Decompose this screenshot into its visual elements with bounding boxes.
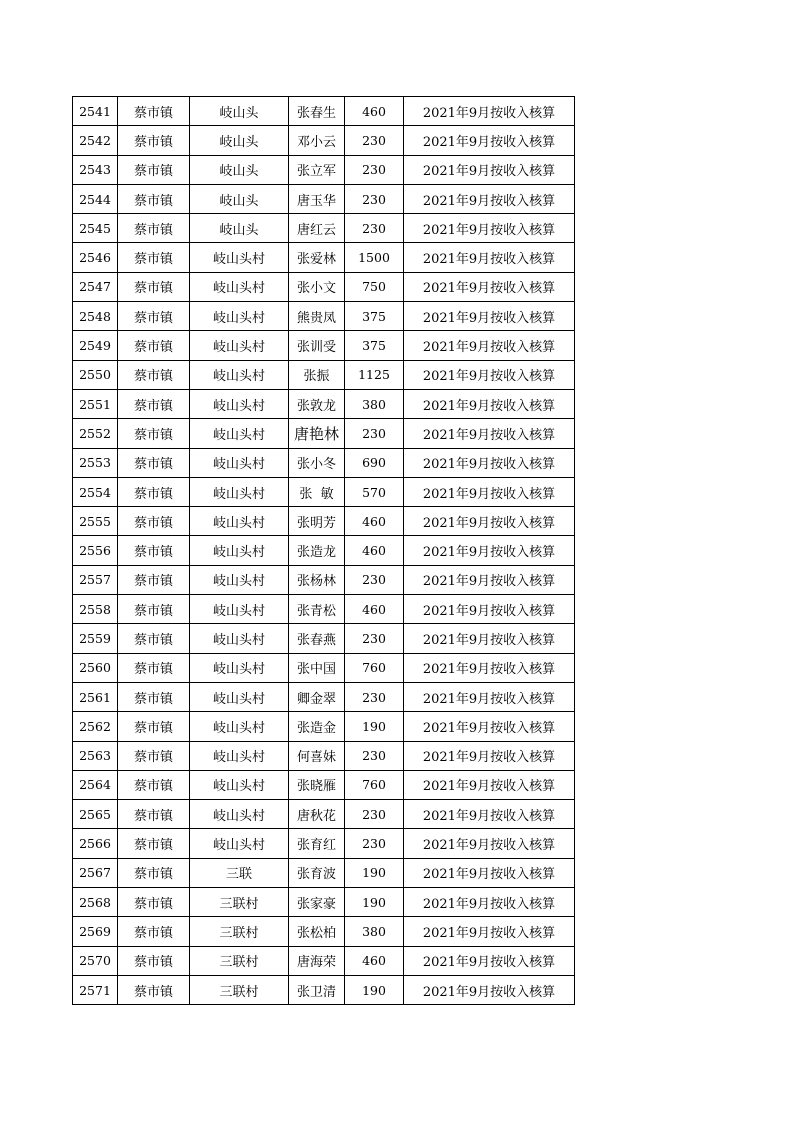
note-cell: 2021年9月按收入核算	[404, 858, 575, 887]
village-cell: 岐山头村	[190, 243, 289, 272]
note-cell: 2021年9月按收入核算	[404, 946, 575, 975]
table-row	[73, 946, 575, 975]
person-name-cell: 张育波	[289, 858, 345, 887]
village-cell: 岐山头村	[190, 770, 289, 799]
village-cell: 岐山头	[190, 214, 289, 243]
amount-cell: 1125	[345, 360, 404, 389]
amount-cell: 190	[345, 712, 404, 741]
person-name-cell: 张春生	[289, 97, 345, 126]
note-cell: 2021年9月按收入核算	[404, 184, 575, 213]
town-cell: 蔡市镇	[118, 946, 190, 975]
table-row	[73, 272, 575, 301]
amount-cell: 190	[345, 975, 404, 1004]
person-name-cell: 张明芳	[289, 507, 345, 536]
town-cell: 蔡市镇	[118, 477, 190, 506]
table-row	[73, 975, 575, 1004]
amount-cell: 230	[345, 682, 404, 711]
row-number-cell: 2546	[73, 243, 118, 272]
table-row	[73, 565, 575, 594]
village-cell: 岐山头	[190, 184, 289, 213]
table-row	[73, 126, 575, 155]
row-number-cell: 2562	[73, 712, 118, 741]
town-cell: 蔡市镇	[118, 858, 190, 887]
village-cell: 岐山头村	[190, 536, 289, 565]
row-number-cell: 2571	[73, 975, 118, 1004]
town-cell: 蔡市镇	[118, 419, 190, 448]
amount-cell: 230	[345, 741, 404, 770]
note-cell: 2021年9月按收入核算	[404, 302, 575, 331]
town-cell: 蔡市镇	[118, 682, 190, 711]
amount-cell: 230	[345, 126, 404, 155]
table-row	[73, 624, 575, 653]
row-number-cell: 2545	[73, 214, 118, 243]
amount-cell: 230	[345, 565, 404, 594]
table-row	[73, 243, 575, 272]
table-row	[73, 653, 575, 682]
village-cell: 岐山头村	[190, 389, 289, 418]
amount-cell: 375	[345, 331, 404, 360]
amount-cell: 760	[345, 653, 404, 682]
note-cell: 2021年9月按收入核算	[404, 360, 575, 389]
person-name-cell: 张造金	[289, 712, 345, 741]
note-cell: 2021年9月按收入核算	[404, 741, 575, 770]
town-cell: 蔡市镇	[118, 448, 190, 477]
town-cell: 蔡市镇	[118, 888, 190, 917]
note-cell: 2021年9月按收入核算	[404, 507, 575, 536]
person-name-cell: 唐玉华	[289, 184, 345, 213]
town-cell: 蔡市镇	[118, 829, 190, 858]
village-cell: 三联	[190, 858, 289, 887]
person-name-cell: 唐秋花	[289, 800, 345, 829]
row-number-cell: 2563	[73, 741, 118, 770]
village-cell: 岐山头村	[190, 331, 289, 360]
person-name-cell: 张春燕	[289, 624, 345, 653]
village-cell: 岐山头村	[190, 565, 289, 594]
table-row	[73, 419, 575, 448]
town-cell: 蔡市镇	[118, 536, 190, 565]
row-number-cell: 2556	[73, 536, 118, 565]
village-cell: 岐山头村	[190, 653, 289, 682]
note-cell: 2021年9月按收入核算	[404, 595, 575, 624]
row-number-cell: 2570	[73, 946, 118, 975]
row-number-cell: 2554	[73, 477, 118, 506]
table-row	[73, 360, 575, 389]
village-cell: 岐山头村	[190, 800, 289, 829]
table-row	[73, 184, 575, 213]
village-cell: 岐山头村	[190, 507, 289, 536]
village-cell: 三联村	[190, 975, 289, 1004]
town-cell: 蔡市镇	[118, 712, 190, 741]
amount-cell: 375	[345, 302, 404, 331]
amount-cell: 230	[345, 829, 404, 858]
person-name-cell: 张造龙	[289, 536, 345, 565]
village-cell: 岐山头村	[190, 741, 289, 770]
row-number-cell: 2547	[73, 272, 118, 301]
row-number-cell: 2567	[73, 858, 118, 887]
note-cell: 2021年9月按收入核算	[404, 682, 575, 711]
note-cell: 2021年9月按收入核算	[404, 917, 575, 946]
note-cell: 2021年9月按收入核算	[404, 155, 575, 184]
table-row	[73, 595, 575, 624]
village-cell: 岐山头村	[190, 419, 289, 448]
village-cell: 岐山头村	[190, 477, 289, 506]
village-cell: 岐山头	[190, 155, 289, 184]
row-number-cell: 2566	[73, 829, 118, 858]
amount-cell: 380	[345, 917, 404, 946]
note-cell: 2021年9月按收入核算	[404, 389, 575, 418]
note-cell: 2021年9月按收入核算	[404, 97, 575, 126]
town-cell: 蔡市镇	[118, 595, 190, 624]
row-number-cell: 2548	[73, 302, 118, 331]
village-cell: 岐山头	[190, 126, 289, 155]
village-cell: 岐山头村	[190, 624, 289, 653]
table-row	[73, 302, 575, 331]
note-cell: 2021年9月按收入核算	[404, 565, 575, 594]
note-cell: 2021年9月按收入核算	[404, 624, 575, 653]
town-cell: 蔡市镇	[118, 360, 190, 389]
village-cell: 岐山头村	[190, 829, 289, 858]
amount-cell: 1500	[345, 243, 404, 272]
row-number-cell: 2564	[73, 770, 118, 799]
note-cell: 2021年9月按收入核算	[404, 214, 575, 243]
amount-cell: 460	[345, 536, 404, 565]
town-cell: 蔡市镇	[118, 272, 190, 301]
person-name-cell: 张小冬	[289, 448, 345, 477]
town-cell: 蔡市镇	[118, 389, 190, 418]
town-cell: 蔡市镇	[118, 653, 190, 682]
row-number-cell: 2541	[73, 97, 118, 126]
village-cell: 岐山头村	[190, 712, 289, 741]
row-number-cell: 2552	[73, 419, 118, 448]
town-cell: 蔡市镇	[118, 917, 190, 946]
town-cell: 蔡市镇	[118, 243, 190, 272]
town-cell: 蔡市镇	[118, 184, 190, 213]
town-cell: 蔡市镇	[118, 97, 190, 126]
person-name-cell: 张中国	[289, 653, 345, 682]
village-cell: 岐山头	[190, 97, 289, 126]
person-name-cell: 张家豪	[289, 888, 345, 917]
table-row	[73, 712, 575, 741]
person-name-cell: 张训受	[289, 331, 345, 360]
table-row	[73, 507, 575, 536]
table-row	[73, 331, 575, 360]
table-row	[73, 829, 575, 858]
row-number-cell: 2544	[73, 184, 118, 213]
person-name-cell: 张杨林	[289, 565, 345, 594]
note-cell: 2021年9月按收入核算	[404, 331, 575, 360]
table-row	[73, 888, 575, 917]
person-name-cell: 张小文	[289, 272, 345, 301]
note-cell: 2021年9月按收入核算	[404, 888, 575, 917]
town-cell: 蔡市镇	[118, 770, 190, 799]
table-row	[73, 917, 575, 946]
amount-cell: 230	[345, 214, 404, 243]
note-cell: 2021年9月按收入核算	[404, 800, 575, 829]
village-cell: 三联村	[190, 917, 289, 946]
person-name-cell: 张敦龙	[289, 389, 345, 418]
note-cell: 2021年9月按收入核算	[404, 448, 575, 477]
person-name-cell: 张爱林	[289, 243, 345, 272]
note-cell: 2021年9月按收入核算	[404, 477, 575, 506]
row-number-cell: 2550	[73, 360, 118, 389]
row-number-cell: 2543	[73, 155, 118, 184]
row-number-cell: 2557	[73, 565, 118, 594]
amount-cell: 750	[345, 272, 404, 301]
table-row	[73, 155, 575, 184]
row-number-cell: 2551	[73, 389, 118, 418]
note-cell: 2021年9月按收入核算	[404, 272, 575, 301]
village-cell: 岐山头村	[190, 448, 289, 477]
person-name-cell: 张松柏	[289, 917, 345, 946]
note-cell: 2021年9月按收入核算	[404, 975, 575, 1004]
person-name-cell: 张立军	[289, 155, 345, 184]
note-cell: 2021年9月按收入核算	[404, 770, 575, 799]
amount-cell: 460	[345, 946, 404, 975]
town-cell: 蔡市镇	[118, 302, 190, 331]
amount-cell: 190	[345, 858, 404, 887]
town-cell: 蔡市镇	[118, 975, 190, 1004]
town-cell: 蔡市镇	[118, 741, 190, 770]
note-cell: 2021年9月按收入核算	[404, 419, 575, 448]
amount-cell: 230	[345, 624, 404, 653]
person-name-cell: 唐红云	[289, 214, 345, 243]
row-number-cell: 2565	[73, 800, 118, 829]
table-row	[73, 741, 575, 770]
person-name-cell: 张振	[289, 360, 345, 389]
row-number-cell: 2549	[73, 331, 118, 360]
village-cell: 岐山头村	[190, 682, 289, 711]
town-cell: 蔡市镇	[118, 507, 190, 536]
person-name-cell: 唐海荣	[289, 946, 345, 975]
row-number-cell: 2561	[73, 682, 118, 711]
amount-cell: 230	[345, 419, 404, 448]
amount-cell: 230	[345, 184, 404, 213]
amount-cell: 760	[345, 770, 404, 799]
amount-cell: 380	[345, 389, 404, 418]
town-cell: 蔡市镇	[118, 624, 190, 653]
town-cell: 蔡市镇	[118, 214, 190, 243]
village-cell: 岐山头村	[190, 272, 289, 301]
village-cell: 岐山头村	[190, 302, 289, 331]
table-body	[73, 97, 575, 1005]
row-number-cell: 2568	[73, 888, 118, 917]
note-cell: 2021年9月按收入核算	[404, 712, 575, 741]
town-cell: 蔡市镇	[118, 800, 190, 829]
town-cell: 蔡市镇	[118, 565, 190, 594]
row-number-cell: 2559	[73, 624, 118, 653]
person-name-cell: 张育红	[289, 829, 345, 858]
note-cell: 2021年9月按收入核算	[404, 829, 575, 858]
amount-cell: 460	[345, 595, 404, 624]
row-number-cell: 2542	[73, 126, 118, 155]
town-cell: 蔡市镇	[118, 126, 190, 155]
amount-cell: 230	[345, 155, 404, 184]
table-row	[73, 214, 575, 243]
note-cell: 2021年9月按收入核算	[404, 536, 575, 565]
row-number-cell: 2569	[73, 917, 118, 946]
town-cell: 蔡市镇	[118, 155, 190, 184]
amount-cell: 460	[345, 507, 404, 536]
person-name-cell: 张 敏	[289, 477, 345, 506]
data-table	[72, 96, 575, 1005]
village-cell: 岐山头村	[190, 595, 289, 624]
row-number-cell: 2553	[73, 448, 118, 477]
person-name-cell: 熊贵凤	[289, 302, 345, 331]
village-cell: 三联村	[190, 888, 289, 917]
amount-cell: 190	[345, 888, 404, 917]
table-row	[73, 770, 575, 799]
row-number-cell: 2558	[73, 595, 118, 624]
table-row	[73, 682, 575, 711]
person-name-cell: 何喜妹	[289, 741, 345, 770]
table-row	[73, 389, 575, 418]
person-name-cell: 张卫清	[289, 975, 345, 1004]
table-row	[73, 477, 575, 506]
amount-cell: 460	[345, 97, 404, 126]
row-number-cell: 2555	[73, 507, 118, 536]
note-cell: 2021年9月按收入核算	[404, 653, 575, 682]
person-name-cell: 张青松	[289, 595, 345, 624]
person-name-cell: 张晓雁	[289, 770, 345, 799]
table-row	[73, 97, 575, 126]
amount-cell: 570	[345, 477, 404, 506]
amount-cell: 230	[345, 800, 404, 829]
village-cell: 岐山头村	[190, 360, 289, 389]
person-name-cell: 卿金翠	[289, 682, 345, 711]
row-number-cell: 2560	[73, 653, 118, 682]
table-row	[73, 448, 575, 477]
person-name-cell: 唐艳林	[289, 419, 345, 448]
amount-cell: 690	[345, 448, 404, 477]
note-cell: 2021年9月按收入核算	[404, 126, 575, 155]
person-name-cell: 邓小云	[289, 126, 345, 155]
table-row	[73, 858, 575, 887]
table-row	[73, 800, 575, 829]
village-cell: 三联村	[190, 946, 289, 975]
note-cell: 2021年9月按收入核算	[404, 243, 575, 272]
town-cell: 蔡市镇	[118, 331, 190, 360]
table-row	[73, 536, 575, 565]
